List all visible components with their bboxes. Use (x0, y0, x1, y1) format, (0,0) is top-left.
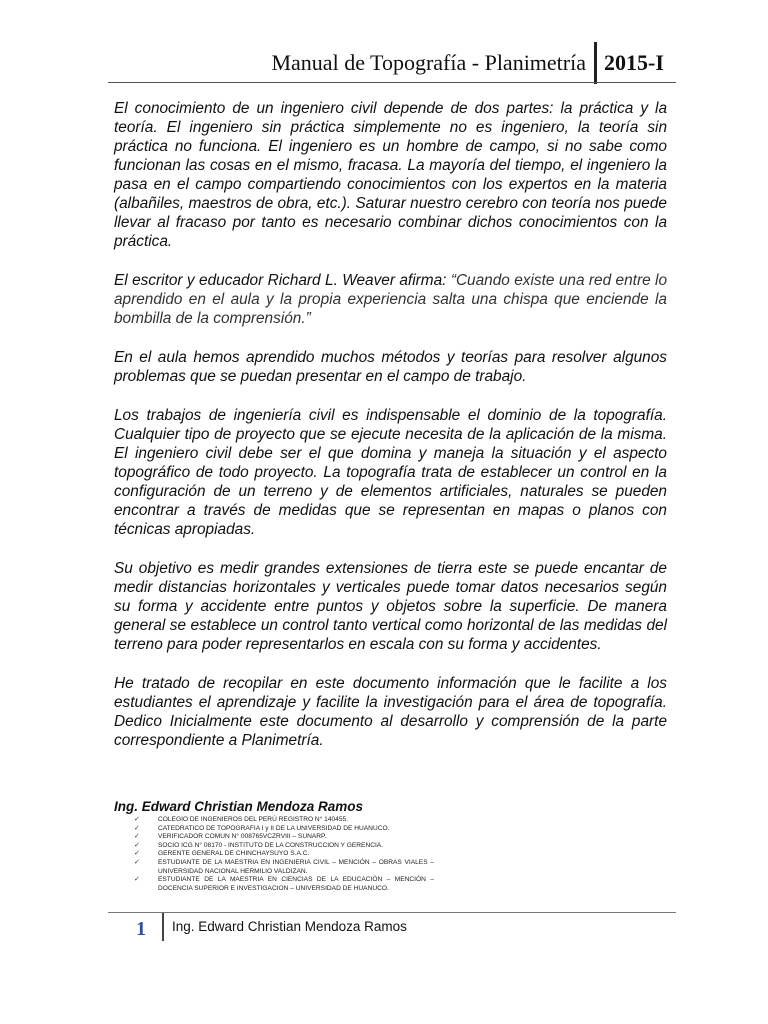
document-title: Manual de Topografía - Planimetría (271, 50, 586, 75)
credential-item: ✓ GERENTE GENERAL DE CHINCHAYSUYO S.A.C. (134, 850, 310, 858)
paragraph-quote (114, 271, 667, 328)
footer-author: Ing. Edward Christian Mendoza Ramos (172, 919, 407, 934)
credential-item: ✓ VERIFICADOR COMUN N° 008765VCZRVIII – SUNARP. (134, 833, 327, 841)
check-icon: ✓ (134, 841, 140, 849)
page-number: 1 (136, 918, 146, 940)
check-icon: ✓ (134, 858, 140, 866)
check-icon: ✓ (134, 824, 140, 832)
check-icon: ✓ (134, 850, 140, 858)
paragraph-intro: El conocimiento de un ingeniero civil depende de dos partes: la práctica y la teoría. El ingeniero sin práctica simplemente no es ingeniero, la teoría sin práctica no funciona. El ingeniero es un hombre de campo, si no sabe como funcionan las cosas en el mismo, fracasa. La mayoría del tiempo, el ingeniero la pasa en el campo compartiendo conocimientos con los expertos en la materia (albañiles, maestros de obra, etc.). Saturar nuestro cerebro con teoría nos puede llevar al fracaso por tanto es necesario combinar dichos conocimientos con la práctica. (114, 100, 667, 250)
credential-item: ✓ ESTUDIANTE DE LA MAESTRIA EN CIENCIAS DE LA EDUCACIÓN – MENCIÓN – DOCENCIA SUPERIOR E INVESTIGACION – UNIVERSIDAD DE HUANUCO. (134, 876, 434, 892)
paragraph-classroom: En el aula hemos aprendido muchos métodos y teorías para resolver algunos problemas que se puedan presentar en el campo de trabajo. (114, 349, 667, 385)
paragraph-objective: Su objetivo es medir grandes extensiones de tierra este se puede encantar de medir distancias horizontales y verticales puede tomar datos necesarios según su forma y accidente entre puntos y objetos sobre la superficie. De manera general se establece un control tanto vertical como horizontal de las medidas del terreno para poder representarlos en escala con su forma y accidentes. (114, 560, 667, 653)
header-rule (108, 82, 676, 83)
footer-divider (162, 913, 164, 941)
check-icon: ✓ (134, 833, 140, 841)
page-header (108, 42, 676, 84)
paragraph-engineering: Los trabajos de ingeniería civil es indispensable el dominio de la topografía. Cualquier tipo de proyecto que se ejecute necesita de la aplicación de la misma. El ingeniero civil debe ser el que domina y maneja la situación y el aspecto topográfico de todo proyecto. La topografía trata de establecer un control en la configuración de un terreno y de elementos artificiales, naturales se pueden encontrar a través de medidas que se representan en mapas o planos con técnicas apropiadas. (114, 407, 667, 538)
footer-rule (108, 912, 676, 913)
credential-item: ✓ COLEGIO DE INGENIEROS DEL PERÚ REGISTRO N° 140455. (134, 816, 349, 823)
paragraph-dedication: He tratado de recopilar en este documento información que le facilite a los estudiantes el aprendizaje y facilite la investigación para el área de topografía. Dedico Inicialmente este documento al desarrollo y comprensión de la parte correspondiente a Planimetría. (114, 675, 667, 749)
header-divider (594, 42, 597, 84)
check-icon: ✓ (134, 816, 140, 823)
document-body (114, 99, 667, 770)
document-year: 2015-I (604, 50, 664, 75)
quote-lead: El escritor y educador Richard L. Weaver afirma: (114, 272, 451, 289)
check-icon: ✓ (134, 876, 140, 884)
credential-item: ✓ CATEDRATICO DE TOPOGRAFIA I y II DE LA UNIVERSIDAD DE HUANUCO. (134, 824, 390, 832)
credential-item: ✓ SOCIO ICG N° 08170 - INSTITUTO DE LA CONSTRUCCION Y GERENCIA. (134, 841, 384, 849)
author-name: Ing. Edward Christian Mendoza Ramos (114, 799, 364, 814)
credentials-list (134, 816, 434, 893)
quote-text: “Cuando existe una red entre lo aprendido en el aula y la propia experiencia salta una chispa que enciende la bombilla de la comprensión.” (114, 272, 667, 327)
credential-item: ✓ ESTUDIANTE DE LA MAESTRIA EN INGENIERIA CIVIL – MENCIÓN – OBRAS VIALES – UNIVERSIDAD NACIONAL HERMILIO VALDIZAN. (134, 858, 434, 875)
